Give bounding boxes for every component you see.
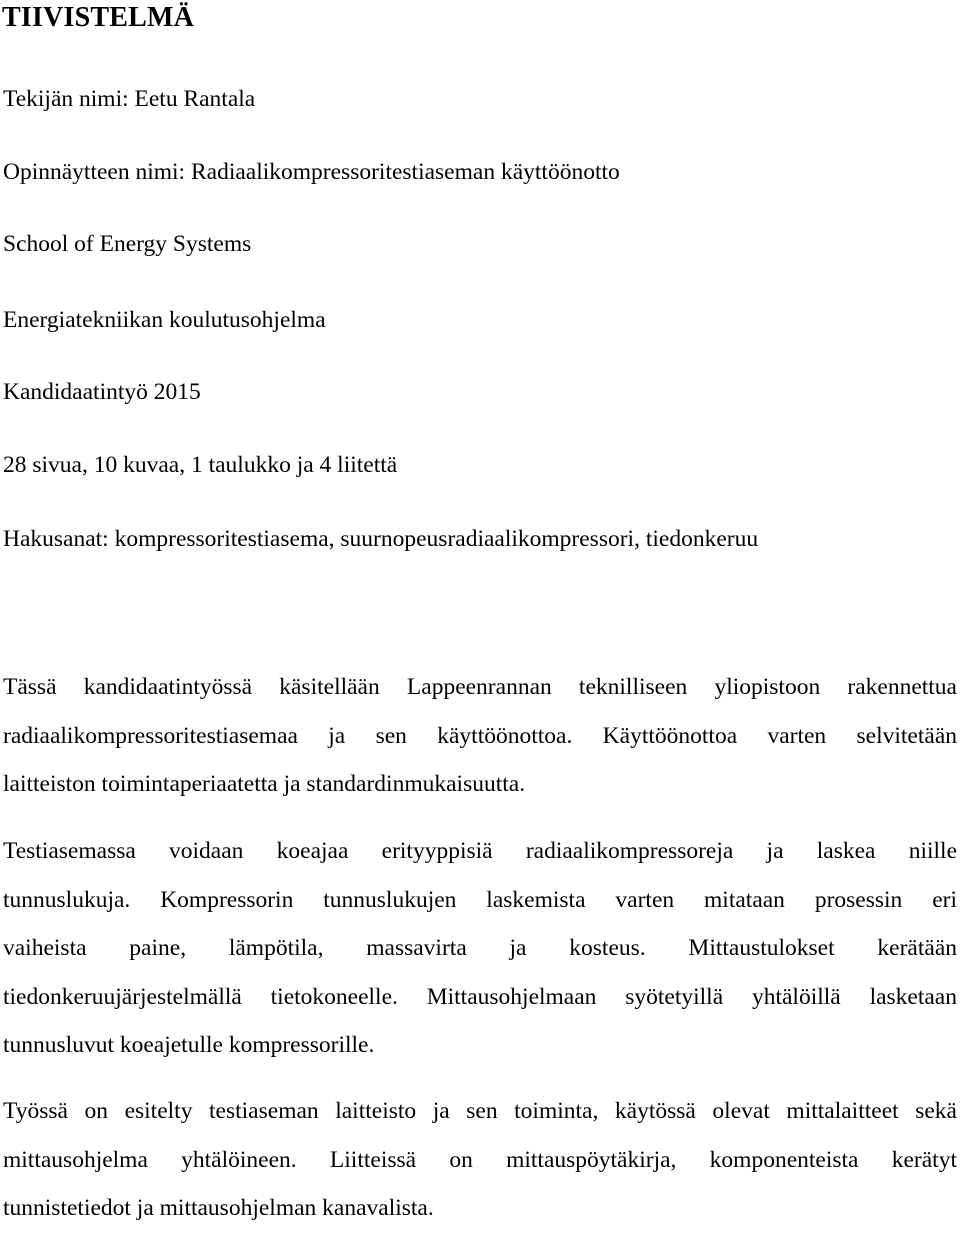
- paragraph-line: Tässä kandidaatintyössä käsitellään Lappeenrannan teknilliseen yliopistoon rakennettua: [3, 674, 957, 700]
- page-figure-count: 28 sivua, 10 kuvaa, 1 taulukko ja 4 liitettä: [3, 452, 398, 478]
- paragraph-line: tunnusluvut koeajetulle kompressorille.: [3, 1032, 375, 1058]
- paragraph-line: laitteiston toimintaperiaatetta ja standardinmukaisuutta.: [3, 771, 526, 797]
- paragraph-line: mittausohjelma yhtälöineen. Liitteissä on mittauspöytäkirja, komponenteista kerätyt: [3, 1146, 957, 1173]
- degree-programme: Energiatekniikan koulutusohjelma: [3, 307, 326, 333]
- paragraph-line: Työssä on esitelty testiaseman laitteisto ja sen toiminta, käytössä olevat mittalaitteet sekä: [3, 1098, 957, 1124]
- thesis-type-year: Kandidaatintyö 2015: [3, 379, 201, 405]
- keywords: Hakusanat: kompressoritestiasema, suurnopeusradiaalikompressori, tiedonkeruu: [3, 526, 759, 552]
- paragraph-line: radiaalikompressoritestiasemaa ja sen käyttöönottoa. Käyttöönottoa varten selvitetään: [3, 722, 957, 749]
- abstract-paragraph-3: [3, 1087, 957, 1233]
- school-name: School of Energy Systems: [3, 231, 252, 257]
- paragraph-line: Testiasemassa voidaan koeajaa erityyppisiä radiaalikompressoreja ja laskea niille: [3, 838, 957, 864]
- paragraph-line: tunnuslukuja. Kompressorin tunnuslukujen laskemista varten mitataan prosessin eri: [3, 886, 957, 913]
- author-name: Tekijän nimi: Eetu Rantala: [3, 86, 256, 112]
- paragraph-line: tiedonkeruujärjestelmällä tietokoneelle. Mittausohjelmaan syötetyillä yhtälöillä lasketaan: [3, 983, 957, 1010]
- abstract-paragraph-2: [3, 827, 957, 1070]
- abstract-paragraph-1: [3, 663, 957, 809]
- page-title: TIIVISTELMÄ: [2, 2, 195, 33]
- paragraph-line: tunnistetiedot ja mittausohjelman kanavalista.: [3, 1195, 434, 1221]
- paragraph-line: vaiheista paine, lämpötila, massavirta ja kosteus. Mittaustulokset kerätään: [3, 935, 957, 961]
- thesis-title: Opinnäytteen nimi: Radiaalikompressoritestiaseman käyttöönotto: [3, 159, 620, 185]
